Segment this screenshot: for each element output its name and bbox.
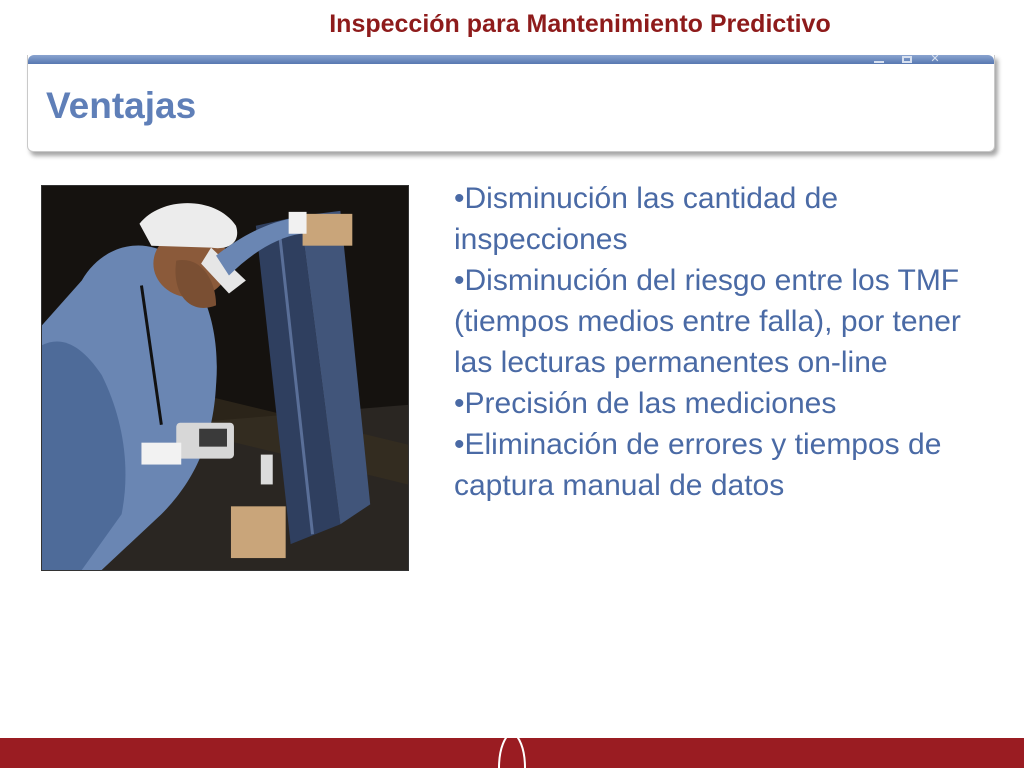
bullet-item: •Disminución las cantidad de inspecciones bbox=[454, 182, 839, 256]
bullet-item: •Eliminación de errores y tiempos de captura manual de datos bbox=[454, 428, 942, 502]
minimize-icon bbox=[872, 55, 886, 64]
presentation-header-title: Inspección para Mantenimiento Predictivo bbox=[329, 10, 831, 38]
close-icon: ✕ bbox=[930, 53, 940, 65]
bullet-item: •Precisión de las mediciones bbox=[454, 387, 837, 420]
window-title-bar bbox=[28, 55, 994, 64]
bullet-list bbox=[454, 178, 994, 506]
worker-inspection-photo bbox=[41, 185, 409, 571]
maximize-icon bbox=[900, 55, 914, 64]
window-controls bbox=[872, 55, 942, 64]
slide-title: Ventajas bbox=[46, 85, 197, 126]
bullet-item: •Disminución del riesgo entre los TMF (tiempos medios entre falla), por tener las lecturas permanentes on-line bbox=[454, 264, 961, 379]
footer-arc-decoration bbox=[497, 730, 527, 768]
title-window bbox=[27, 55, 995, 152]
